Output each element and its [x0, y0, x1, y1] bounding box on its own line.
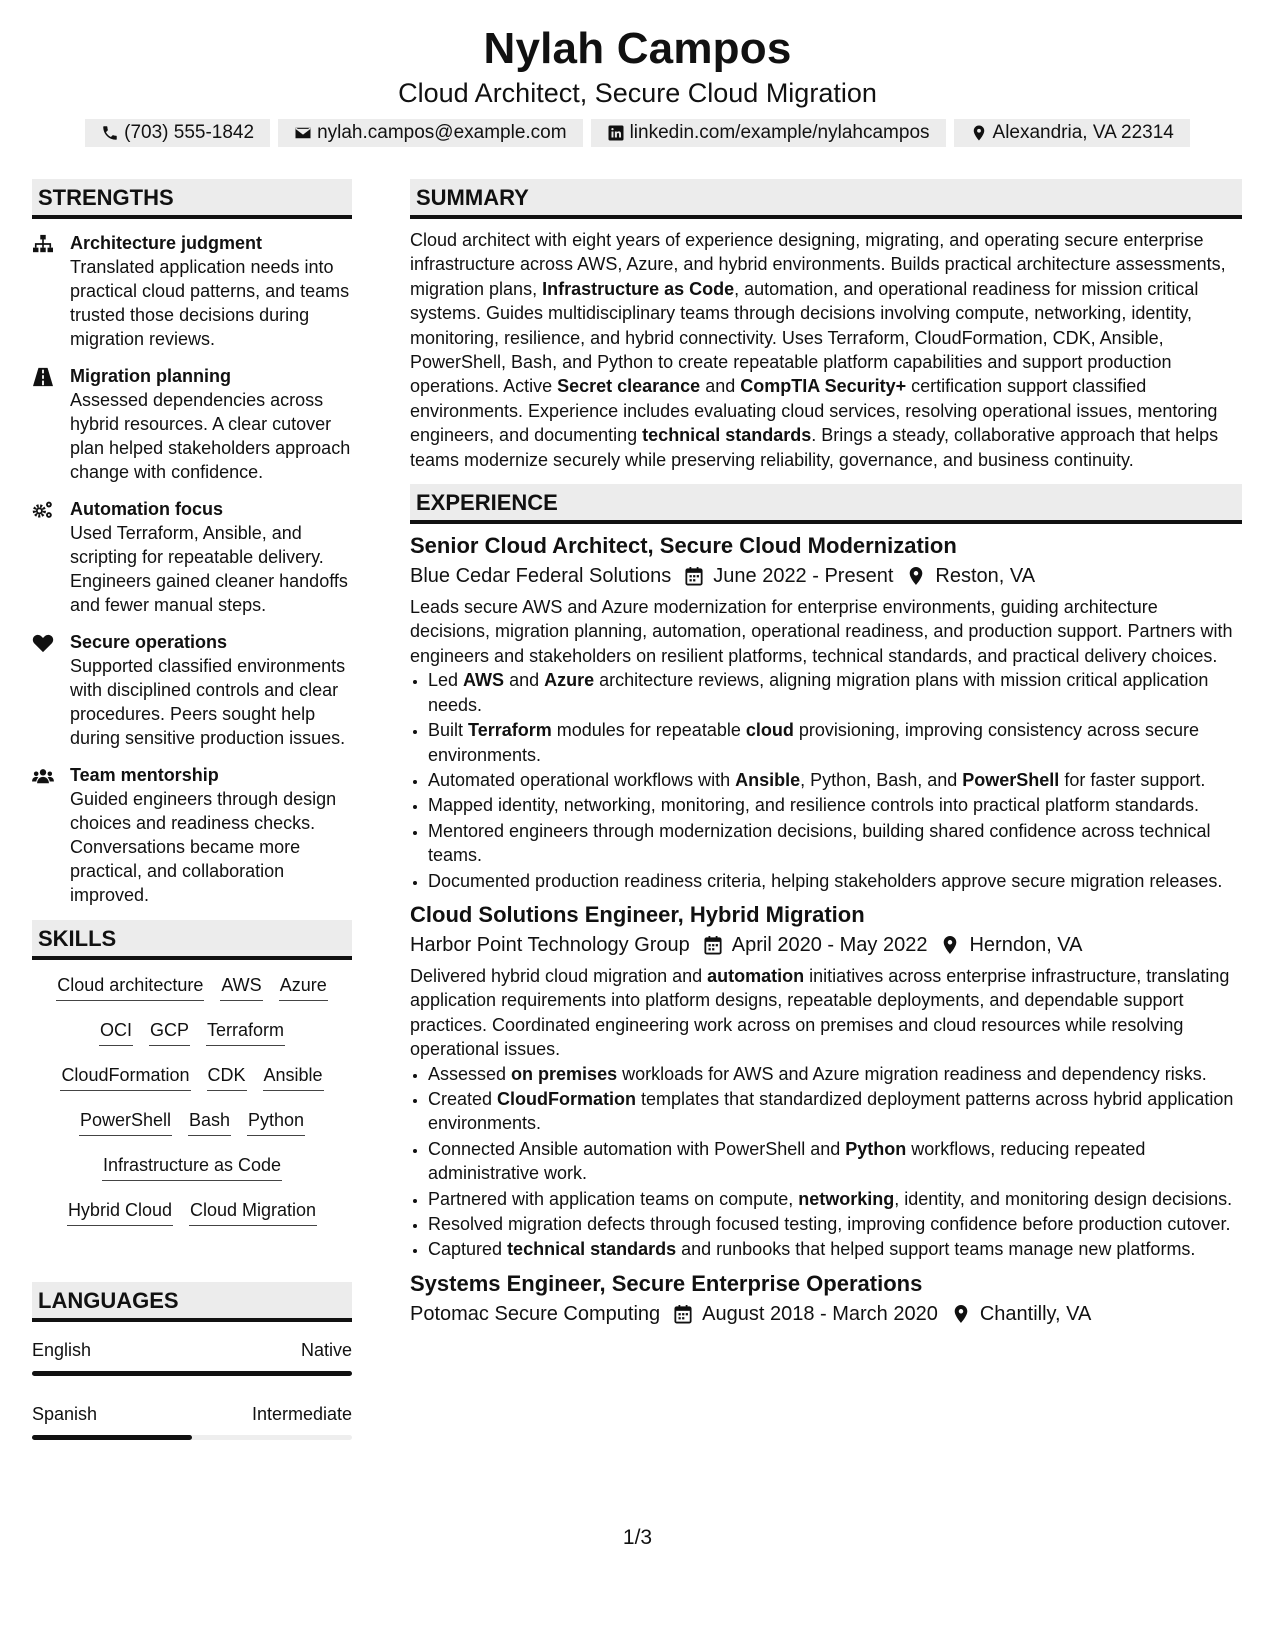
skill-row [32, 1107, 352, 1152]
text-run: , identity, and monitoring design decisions. [894, 1188, 1233, 1209]
text-run: and runbooks that helped support teams manage new platforms. [676, 1239, 1196, 1260]
main-content [410, 179, 1242, 1333]
summary-text [410, 228, 1242, 472]
language-proficiency-fill [32, 1371, 352, 1376]
bold-text: cloud [745, 720, 794, 741]
job-description: Leads secure AWS and Azure modernization for enterprise environments, guiding architecture decisions, migration planning, automation, operational readiness, and production support. Partners with engineers and stakeholders on resilient platforms, technical standards, and practical delivery choices. [410, 597, 1233, 666]
strength-desc: Guided engineers through design choices and readiness checks. Conversations became more practical, and collaboration improved. [70, 789, 337, 905]
strength-title: Migration planning [70, 366, 231, 386]
text-run: Automated operational workflows with [428, 769, 736, 790]
job-title: Systems Engineer, Secure Enterprise Operations [410, 1270, 923, 1296]
text-run: architecture reviews, aligning migration plans with mission critical application needs. [428, 670, 1209, 715]
text-run: templates that standardized deployment patterns across hybrid application environments. [428, 1088, 1234, 1134]
candidate-name: Nylah Campos [483, 24, 792, 73]
calendar-icon [685, 566, 703, 586]
bold-text: PowerShell [962, 769, 1060, 790]
job-bullet [428, 1212, 1242, 1236]
job-dates: August 2018 - March 2020 [702, 1302, 938, 1325]
text-run: . Brings a steady, collaborative approach that helps teams modernize securely while preserving reliability, governance, and business continuity. [410, 425, 1219, 470]
language-item [32, 1338, 352, 1376]
text-run: Connected Ansible automation with PowerShell and [428, 1138, 846, 1159]
job-dates: June 2022 - Present [713, 565, 894, 588]
job-bullet [428, 1087, 1242, 1136]
calendar-icon [704, 935, 722, 955]
sidebar [32, 179, 352, 1466]
languages-list [32, 1338, 352, 1440]
map-pin-icon [970, 124, 988, 142]
job-bullet [428, 793, 1242, 817]
skill-tag: Cloud architecture [56, 972, 204, 1001]
contact-email[interactable] [278, 119, 583, 147]
job-location: Chantilly, VA [979, 1302, 1092, 1325]
contact-linkedin[interactable] [591, 119, 946, 147]
heart-icon [32, 633, 54, 653]
job-bullets [410, 668, 1242, 893]
experience-heading: EXPERIENCE [410, 484, 1242, 524]
text-run: provisioning, improving consistency across secure environments. [428, 720, 1200, 765]
strength-item [32, 497, 352, 617]
bold-text: Python [845, 1138, 907, 1159]
sitemap-icon [32, 234, 54, 254]
text-run: workflows, reducing repeated administrative work. [428, 1138, 1146, 1184]
contact-location [954, 119, 1190, 147]
text-run: initiatives across enterprise infrastructure, translating application requirements into platform designs, repeatable deployments, and dependable support practices. Coordinated engineering work across on premises and cloud resources while resolving operational issues. [410, 965, 1230, 1060]
text-run: modules for repeatable [551, 720, 746, 741]
strength-item [32, 364, 352, 484]
job-bullet [428, 718, 1242, 767]
text-run: Cloud architect with eight years of experience designing, migrating, and operating secure enterprise infrastructure across AWS, Azure, and hybrid environments. Builds practical architecture assessments, migration plans, [410, 230, 1226, 299]
bold-text: Terraform [468, 720, 552, 741]
skill-tag: CDK [207, 1062, 247, 1091]
language-level: Intermediate [251, 1404, 352, 1424]
bold-text: automation [707, 965, 805, 986]
job-bullets [410, 1062, 1242, 1262]
job-bullet [428, 869, 1242, 893]
text-run: Mentored engineers through modernization decisions, building shared confidence across technical teams. [428, 820, 1211, 866]
strength-desc: Translated application needs into practical cloud patterns, and teams trusted those decisions during migration reviews. [70, 257, 350, 349]
text-run: Delivered hybrid cloud migration and [410, 965, 708, 986]
skill-tag: Infrastructure as Code [102, 1152, 282, 1181]
contact-phone[interactable] [85, 119, 270, 147]
job-dates: April 2020 - May 2022 [731, 933, 928, 956]
text-run: Created [428, 1088, 498, 1109]
skill-tag: Ansible [263, 1062, 324, 1091]
skill-row [32, 1152, 352, 1197]
job-location: Herndon, VA [969, 933, 1083, 956]
strength-item [32, 763, 352, 907]
contact-bar [0, 119, 1275, 147]
text-run: and [700, 376, 741, 397]
strength-item [32, 630, 352, 750]
job-company: Harbor Point Technology Group [410, 933, 690, 956]
resume-header [0, 22, 1275, 147]
skill-tag: OCI [99, 1017, 133, 1046]
text-run: Documented production readiness criteria, helping stakeholders approve secure migration releases. [428, 870, 1223, 891]
envelope-icon [294, 124, 312, 142]
bold-text: Infrastructure as Code [542, 278, 735, 299]
job-meta [410, 930, 1242, 960]
strength-title: Team mentorship [70, 765, 219, 785]
job-title: Cloud Solutions Engineer, Hybrid Migration [410, 901, 865, 927]
language-proficiency-fill [32, 1435, 192, 1440]
strength-desc: Used Terraform, Ansible, and scripting for repeatable delivery. Engineers gained cleaner handoffs and fewer manual steps. [70, 523, 348, 615]
strength-title: Architecture judgment [70, 233, 263, 253]
strengths-heading: STRENGTHS [32, 179, 352, 219]
strength-item [32, 231, 352, 351]
text-run: , automation, and operational readiness for mission critical systems. Guides multidisciplinary teams through decisions involving compute, networking, identity, monitoring, resilience, and hybrid connectivity. Uses Terraform, CloudFormation, CDK, Ansible, PowerShell, Bash, and Python to create repeatable platform capabilities and support production operations. Active [410, 278, 1199, 397]
summary-heading: SUMMARY [410, 179, 1242, 219]
job-description [410, 964, 1242, 1062]
skill-tag: Bash [188, 1107, 231, 1136]
job-bullet [428, 819, 1242, 868]
language-level: Native [300, 1340, 352, 1360]
text-run: Partnered with application teams on compute, [428, 1188, 799, 1209]
job-location: Reston, VA [935, 565, 1036, 588]
strength-title: Automation focus [70, 499, 223, 519]
calendar-icon [674, 1304, 692, 1324]
map-pin-icon [941, 935, 959, 955]
skill-tag: Hybrid Cloud [67, 1197, 173, 1226]
languages-heading: LANGUAGES [32, 1282, 352, 1322]
road-icon [32, 367, 54, 387]
skill-row [32, 1062, 352, 1107]
bold-text: Azure [544, 670, 595, 691]
bold-text: on premises [511, 1063, 618, 1084]
strengths-list [32, 231, 352, 907]
users-icon [32, 766, 54, 786]
page-number: 1/3 [622, 1526, 653, 1549]
skill-tag: GCP [149, 1017, 190, 1046]
text-run: Built [428, 720, 469, 741]
job-title: Senior Cloud Architect, Secure Cloud Modernization [410, 533, 957, 559]
skill-tag: Azure [279, 972, 328, 1001]
job-entry [410, 900, 1242, 1262]
language-name: English [32, 1340, 92, 1360]
job-company: Blue Cedar Federal Solutions [410, 565, 672, 588]
bold-text: CloudFormation [497, 1088, 637, 1109]
linkedin-icon [607, 124, 625, 142]
text-run: Resolved migration defects through focused testing, improving confidence before production cutover. [428, 1214, 1231, 1234]
bold-text: Ansible [735, 769, 801, 790]
text-run: Captured [428, 1239, 508, 1260]
skill-tag: CloudFormation [60, 1062, 190, 1091]
language-proficiency-bar [32, 1371, 352, 1376]
skills-list [32, 972, 352, 1242]
strength-desc: Assessed dependencies across hybrid resources. A clear cutover plan helped stakeholders approach change with confidence. [70, 390, 351, 482]
language-item [32, 1402, 352, 1440]
job-entry [410, 531, 1242, 893]
text-run: certification support classified environments. Experience includes evaluating cloud services, resolving operational issues, mentoring engineers, and documenting [410, 376, 1218, 446]
bold-text: AWS [463, 670, 505, 691]
gears-icon [32, 500, 54, 520]
map-pin-icon [952, 1304, 970, 1324]
bold-text: networking [798, 1188, 895, 1209]
job-bullet [428, 668, 1242, 717]
skill-row [32, 1197, 352, 1242]
job-meta [410, 1299, 1242, 1329]
phone-icon [101, 124, 119, 142]
map-pin-icon [907, 566, 925, 586]
bold-text: technical standards [642, 425, 812, 446]
job-bullet [428, 1237, 1242, 1261]
skills-heading: SKILLS [32, 920, 352, 960]
phone-text: (703) 555-1842 [124, 122, 255, 143]
skill-tag: Terraform [206, 1017, 285, 1046]
skill-tag: Python [247, 1107, 305, 1136]
language-name: Spanish [32, 1404, 98, 1424]
job-meta [410, 561, 1242, 591]
job-entry [410, 1269, 1242, 1329]
skill-tag: Cloud Migration [189, 1197, 317, 1226]
strength-desc: Supported classified environments with disciplined controls and clear procedures. Peers sought help during sensitive production issues. [70, 656, 346, 748]
text-run: and [504, 670, 545, 691]
skill-tag: PowerShell [79, 1107, 172, 1136]
job-bullet [428, 768, 1242, 792]
candidate-title: Cloud Architect, Secure Cloud Migration [398, 78, 877, 108]
job-bullet [428, 1062, 1242, 1086]
skill-tag: AWS [220, 972, 262, 1001]
bold-text: CompTIA Security+ [740, 376, 907, 397]
email-text: nylah.campos@example.com [317, 122, 567, 143]
text-run: for faster support. [1059, 769, 1206, 790]
text-run: , Python, Bash, and [800, 769, 963, 790]
skill-row [32, 972, 352, 1017]
job-bullet [428, 1187, 1242, 1211]
text-run: Assessed [428, 1063, 512, 1084]
location-text: Alexandria, VA 22314 [992, 122, 1174, 143]
linkedin-text: linkedin.com/example/nylahcampos [629, 122, 930, 143]
job-company: Potomac Secure Computing [410, 1302, 661, 1325]
text-run: Led [428, 670, 464, 691]
bold-text: technical standards [507, 1239, 677, 1260]
bold-text: Secret clearance [557, 376, 701, 397]
skill-row [32, 1017, 352, 1062]
strength-title: Secure operations [70, 632, 228, 652]
text-run: Mapped identity, networking, monitoring, and resilience controls into practical platform standards. [428, 795, 1200, 816]
language-proficiency-bar [32, 1435, 352, 1440]
text-run: workloads for AWS and Azure migration readiness and dependency risks. [617, 1063, 1207, 1084]
job-bullet [428, 1137, 1242, 1186]
